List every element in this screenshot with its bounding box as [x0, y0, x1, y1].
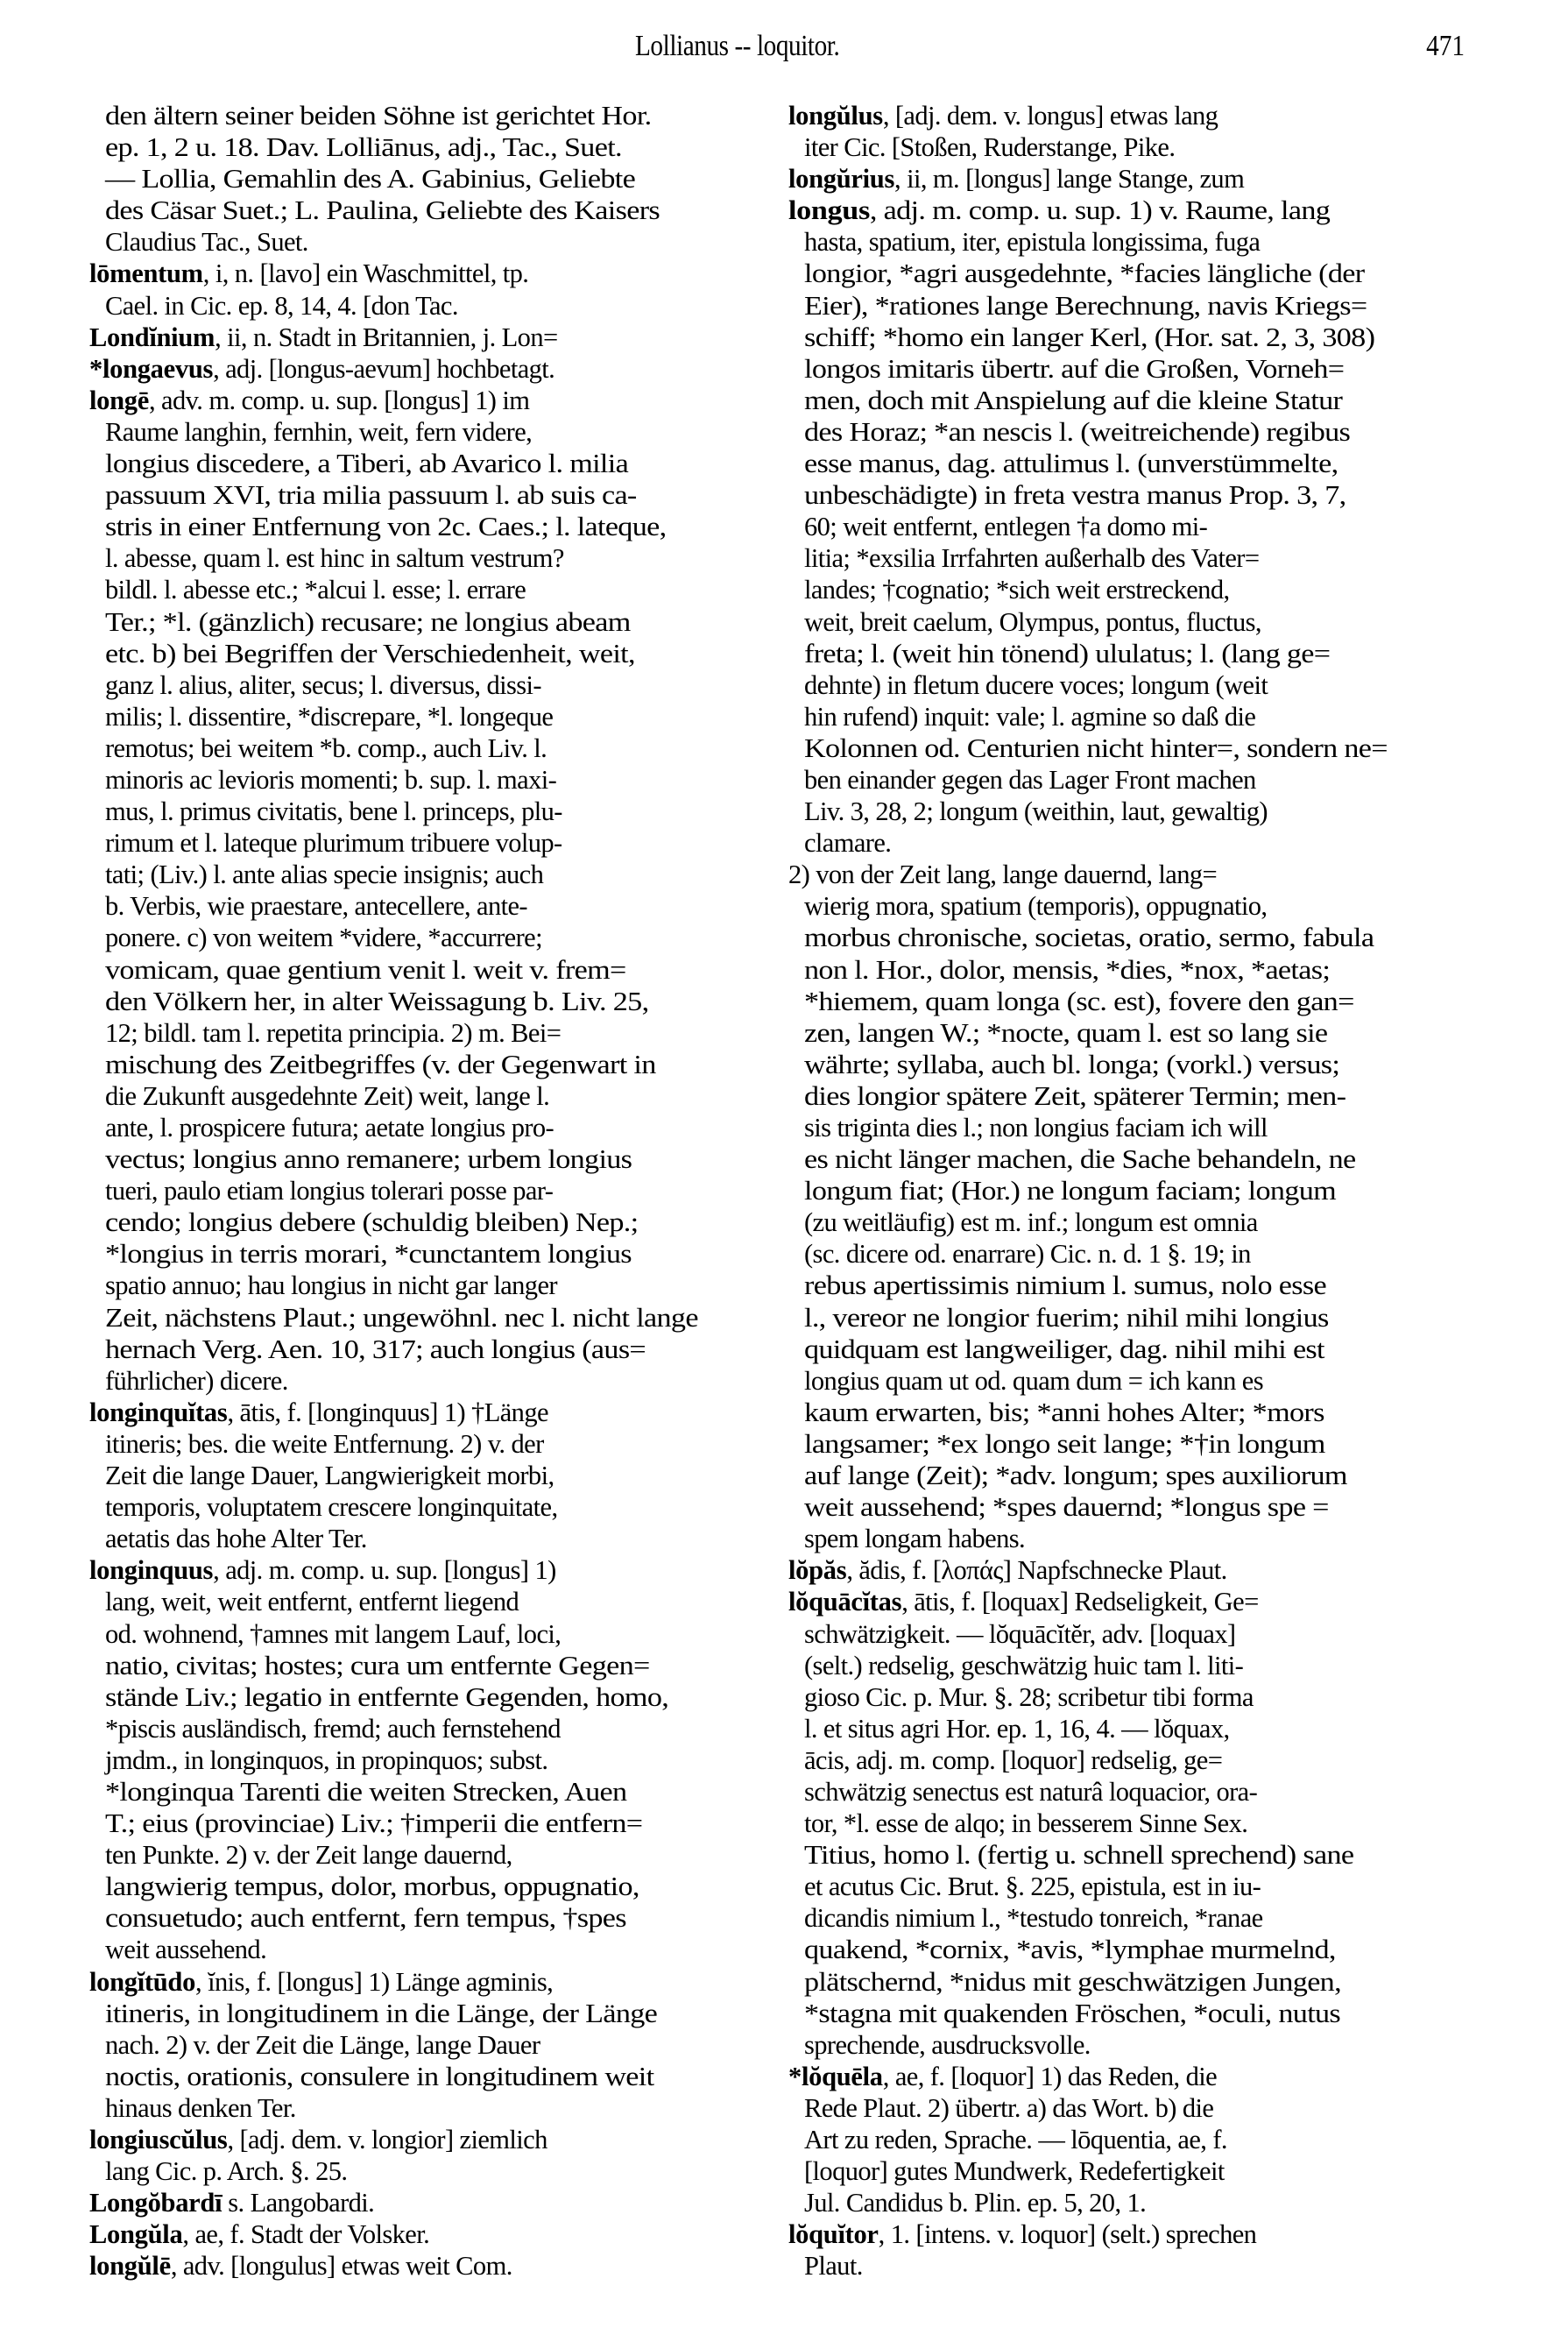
entry-headline: longus, adj. m. comp. u. sup. 1) v. Raume, lang [788, 195, 1331, 226]
dictionary-entry [788, 2218, 1467, 2282]
entry-line: — Lollia, Gemahlin des A. Gabinius, Geliebte [105, 164, 636, 195]
entry-line: Titius, homo l. (fertig u. schnell sprechend) sane [804, 1840, 1354, 1871]
entry-line: ep. 1, 2 u. 18. Dav. Lolliānus, adj., Tac., Suet. [105, 132, 622, 163]
entry-line: ante, l. prospicere futura; aetate longius pro- [105, 1113, 554, 1143]
entry-line: schwätzigkeit. — lŏquācĭtĕr, adv. [loquax] [804, 1618, 1236, 1649]
dictionary-entry [89, 322, 764, 353]
entry-line: longos imitaris übertr. auf die Großen, Vorneh= [804, 353, 1345, 384]
dictionary-entry [788, 2061, 1467, 2218]
entry-line: weit, breit caelum, Olympus, pontus, fluctus, [804, 606, 1261, 637]
entry-line: esse manus, dag. attulimus l. (unverstümmelte, [804, 449, 1338, 479]
running-head: Lollianus -- loquitor. [635, 30, 840, 62]
entry-line: temporis, voluptatem crescere longinquitate, [105, 1492, 558, 1523]
entry-headline: lŏpăs, ădis, f. [λοπάς] Napfschnecke Plaut. [788, 1555, 1227, 1586]
entry-line: sis triginta dies l.; non longius faciam ich will [804, 1113, 1268, 1143]
entry-line: consuetudo; auch entfernt, fern tempus, †spes [105, 1903, 626, 1934]
entry-line: milis; l. dissentire, *discrepare, *l. longeque [105, 701, 554, 732]
entry-line: longius quam ut od. quam dum = ich kann es [804, 1365, 1263, 1396]
entry-headline: *lŏquēla, ae, f. [loquor] 1) das Reden, die [788, 2061, 1218, 2091]
entry-line: dies longior spätere Zeit, späterer Termin; men- [804, 1080, 1346, 1111]
entry-line: l., vereor ne longior fuerim; nihil mihi longius [804, 1302, 1329, 1333]
entry-line: weit aussehend. [105, 1935, 267, 1965]
entry-line: Raume langhin, fernhin, weit, fern videre, [105, 416, 533, 447]
entry-line: (selt.) redselig, geschwätzig huic tam l. liti- [804, 1650, 1244, 1680]
entry-line: freta; l. (weit hin tönend) ululatus; l. (lang ge= [804, 638, 1331, 669]
dictionary-entry [788, 163, 1467, 195]
entry-line: des Cäsar Suet.; L. Paulina, Geliebte des Kaisers [105, 195, 660, 226]
entry-line: l. et situs agri Hor. ep. 1, 16, 4. — lŏquax, [804, 1713, 1230, 1744]
entry-headline: lŏquācĭtas, ātis, f. [loquax] Redseligkeit, Ge= [788, 1587, 1259, 1617]
headword: longinquĭtas [89, 1397, 228, 1427]
entry-line: litia; *exsilia Irrfahrten außerhalb des Vater= [804, 543, 1260, 574]
entry-line: *longius in terris morari, *cunctantem longius [105, 1239, 632, 1270]
entry-line: hin rufend) inquit: vale; l. agmine so daß die [804, 701, 1256, 732]
entry-line: Art zu reden, Sprache. — lōquentia, ae, f. [804, 2125, 1227, 2154]
entry-headline: longĭtūdo, ĭnis, f. [longus] 1) Länge agminis, [89, 1966, 554, 1997]
entry-line: longum fiat; (Hor.) ne longum faciam; longum [804, 1176, 1337, 1206]
entry-continuation [89, 100, 764, 258]
headword: Longŏbardī [89, 2188, 222, 2218]
entry-sense [788, 859, 1467, 1554]
entry-line: men, doch mit Anspielung auf die kleine Statur [804, 385, 1343, 415]
entry-headline: longiuscŭlus, [adj. dem. v. longior] ziemlich [89, 2125, 547, 2154]
dictionary-entry [788, 100, 1467, 163]
entry-line: et acutus Cic. Brut. §. 225, epistula, est in iu- [804, 1871, 1261, 1902]
entry-line: tueri, paulo etiam longius tolerari posse par- [105, 1176, 554, 1206]
page-number: 471 [1426, 30, 1465, 62]
entry-line: Cael. in Cic. ep. 8, 14, 4. [don Tac. [105, 290, 458, 321]
headword: longinquus [89, 1555, 214, 1586]
entry-line: Claudius Tac., Suet. [105, 227, 308, 258]
entry-line: (sc. dicere od. enarrare) Cic. n. d. 1 §. 19; in [804, 1239, 1251, 1270]
entry-line: Zeit die lange Dauer, Langwierigkeit morbi, [105, 1461, 554, 1491]
entry-line: rebus apertissimis nimium l. sumus, nolo esse [804, 1270, 1327, 1301]
entry-line: spatio annuo; hau longius in nicht gar langer [105, 1270, 557, 1301]
entry-line: l. abesse, quam l. est hinc in saltum vestrum? [105, 543, 564, 574]
entry-line: Zeit, nächstens Plaut.; ungewöhnl. nec l. nicht lange [105, 1302, 698, 1333]
headword: Londĭnium [89, 322, 215, 352]
entry-line: ponere. c) von weitem *videre, *accurrere; [105, 923, 542, 953]
entry-line: tor, *l. esse de alqo; in besserem Sinne Sex. [804, 1808, 1248, 1839]
headword: longiuscŭlus [89, 2125, 228, 2154]
entry-line: etc. b) bei Begriffen der Verschiedenheit, weit, [105, 638, 635, 669]
entry-line: natio, civitas; hostes; cura um entfernte Gegen= [105, 1650, 650, 1680]
dictionary-entry [89, 353, 764, 385]
entry-line: dicandis nimium l., *testudo tonreich, *ranae [804, 1903, 1263, 1934]
headword: longus [788, 195, 870, 226]
entry-line: jmdm., in longinquos, in propinquos; subst. [105, 1744, 548, 1775]
entry-line: aetatis das hohe Alter Ter. [105, 1524, 367, 1554]
entry-line: langsamer; *ex longo seit lange; *†in longum [804, 1428, 1325, 1459]
entry-line: [loquor] gutes Mundwerk, Redefertigkeit [804, 2156, 1225, 2187]
left-column [89, 100, 764, 2282]
entry-line: spem longam habens. [804, 1524, 1026, 1554]
entry-line: longior, *agri ausgedehnte, *facies längliche (der [804, 258, 1365, 289]
entry-headline: Londĭnium, ii, n. Stadt in Britannien, j. Lon= [89, 322, 558, 352]
entry-line: den Völkern her, in alter Weissagung b. Liv. 25, [105, 986, 649, 1016]
entry-line: ben einander gegen das Lager Front machen [804, 764, 1256, 795]
entry-line: noctis, orationis, consulere in longitudinem weit [105, 2061, 654, 2091]
entry-line: passuum XVI, tria milia passuum l. ab suis ca- [105, 480, 637, 511]
entry-headline: Longŭla, ae, f. Stadt der Volsker. [89, 2219, 430, 2250]
entry-line: langwierig tempus, dolor, morbus, oppugnatio, [105, 1871, 639, 1902]
headword: longē [89, 385, 149, 415]
entry-line: schiff; *homo ein langer Kerl, (Hor. sat. 2, 3, 308) [804, 322, 1375, 352]
entry-line: *hiemem, quam longa (sc. est), fovere den gan= [804, 986, 1354, 1016]
entry-line: Ter.; *l. (gänzlich) recusare; ne longius abeam [105, 606, 631, 637]
entry-headline: longŭlē, adv. [longulus] etwas weit Com. [89, 2251, 512, 2282]
entry-line: hasta, spatium, iter, epistula longissima, fuga [804, 227, 1261, 258]
headword: lŏquācĭtas [788, 1587, 902, 1617]
entry-headline: lōmentum, i, n. [lavo] ein Waschmittel, tp. [89, 258, 529, 289]
entry-line: wierig mora, spatium (temporis), oppugnatio, [804, 891, 1268, 922]
dictionary-entry [89, 258, 764, 321]
entry-headline: Longŏbardī s. Langobardi. [89, 2188, 375, 2218]
entry-line: zen, langen W.; *nocte, quam l. est so lang sie [804, 1017, 1328, 1048]
entry-line: itineris, in longitudinem in die Länge, der Länge [105, 1998, 658, 2028]
entry-line: quakend, *cornix, *avis, *lymphae murmelnd, [804, 1935, 1336, 1965]
entry-line: b. Verbis, wie praestare, antecellere, ante- [105, 891, 527, 922]
dictionary-entry [89, 1397, 764, 1554]
entry-line: morbus chronische, societas, oratio, sermo, fabula [804, 923, 1374, 953]
entry-line: vectus; longius anno remanere; urbem longius [105, 1144, 632, 1175]
entry-headline: *longaevus, adj. [longus-aevum] hochbetagt. [89, 353, 555, 384]
entry-line: landes; †cognatio; *sich weit erstreckend, [804, 575, 1230, 605]
entry-line: führlicher) dicere. [105, 1365, 288, 1396]
entry-line: (zu weitläufig) est m. inf.; longum est omnia [804, 1207, 1258, 1238]
dictionary-entry [89, 2250, 764, 2282]
entry-line: nach. 2) v. der Zeit die Länge, lange Dauer [105, 2029, 540, 2060]
page-header [0, 30, 1568, 74]
entry-line: *longinqua Tarenti die weiten Strecken, Auen [105, 1776, 627, 1807]
dictionary-entry [89, 385, 764, 1397]
entry-line: *stagna mit quakenden Fröschen, *oculi, nutus [804, 1998, 1341, 2028]
entry-line: 2) von der Zeit lang, lange dauernd, lang= [788, 860, 1218, 890]
entry-line: auf lange (Zeit); *adv. longum; spes auxiliorum [804, 1461, 1347, 1491]
entry-headline: longinquĭtas, ātis, f. [longinquus] 1) †Länge [89, 1397, 548, 1427]
entry-line: Jul. Candidus b. Plin. ep. 5, 20, 1. [804, 2188, 1147, 2218]
dictionary-entry [788, 195, 1467, 859]
headword: lōmentum [89, 258, 203, 289]
entry-line: dehnte) in fletum ducere voces; longum (weit [804, 669, 1268, 700]
entry-line: non l. Hor., dolor, mensis, *dies, *nox, *aetas; [804, 954, 1331, 985]
dictionary-entry [89, 2124, 764, 2187]
entry-line: plätschernd, *nidus mit geschwätzigen Jungen, [804, 1966, 1341, 1997]
entry-line: mischung des Zeitbegriffes (v. der Gegenwart in [105, 1049, 656, 1079]
entry-line: itineris; bes. die weite Entfernung. 2) v. der [105, 1428, 544, 1459]
entry-line: *piscis ausländisch, fremd; auch fernstehend [105, 1713, 561, 1744]
entry-line: ācis, adj. m. comp. [loquor] redselig, ge= [804, 1744, 1223, 1775]
headword: longŭrius [788, 164, 895, 195]
entry-line: stände Liv.; legatio in entfernte Gegenden, homo, [105, 1681, 669, 1712]
entry-line: ten Punkte. 2) v. der Zeit lange dauernd, [105, 1840, 512, 1871]
entry-line: ganz l. alius, aliter, secus; l. diversus, dissi- [105, 669, 541, 700]
entry-headline: longinquus, adj. m. comp. u. sup. [longus] 1) [89, 1555, 556, 1586]
entry-line: bildl. l. abesse etc.; *alcui l. esse; l. errare [105, 575, 526, 605]
entry-line: Eier), *rationes lange Berechnung, navis Kriegs= [804, 290, 1367, 321]
entry-line: vomicam, quae gentium venit l. weit v. frem= [105, 954, 626, 985]
dictionary-entry [788, 1586, 1467, 2060]
dictionary-entry [89, 1554, 764, 1965]
entry-line: kaum erwarten, bis; *anni hohes Alter; *mors [804, 1397, 1324, 1427]
entry-line: remotus; bei weitem *b. comp., auch Liv. l. [105, 732, 547, 763]
entry-line: iter Cic. [Stoßen, Ruderstange, Pike. [804, 132, 1176, 163]
headword: lŏpăs [788, 1555, 847, 1586]
entry-line: T.; eius (provinciae) Liv.; †imperii die entfern= [105, 1808, 643, 1839]
entry-headline: longŭlus, [adj. dem. v. longus] etwas lang [788, 101, 1218, 131]
entry-line: es nicht länger machen, die Sache behandeln, ne [804, 1144, 1356, 1175]
entry-line: weit aussehend; *spes dauernd; *longus spe = [804, 1492, 1329, 1523]
entry-line: schwätzig senectus est naturâ loquacior, ora- [804, 1776, 1258, 1807]
entry-line: lang Cic. p. Arch. §. 25. [105, 2156, 348, 2187]
headword: *lŏquēla [788, 2061, 883, 2091]
entry-line: hernach Verg. Aen. 10, 317; auch longius (aus= [105, 1334, 646, 1364]
entry-line: tati; (Liv.) l. ante alias specie insignis; auch [105, 860, 544, 890]
dictionary-entry [89, 1966, 764, 2124]
dictionary-entry [788, 1554, 1467, 1586]
entry-headline: longŭrius, ii, m. [longus] lange Stange, zum [788, 164, 1245, 195]
entry-line: 60; weit entfernt, entlegen †a domo mi- [804, 512, 1208, 542]
entry-line: hinaus denken Ter. [105, 2092, 296, 2123]
entry-line: unbeschädigte) in freta vestra manus Prop. 3, 7, [804, 480, 1346, 511]
entry-line: od. wohnend, †amnes mit langem Lauf, loci, [105, 1618, 562, 1649]
entry-line: clamare. [804, 828, 892, 859]
entry-line: des Horaz; *an nescis l. (weitreichende) regibus [804, 416, 1351, 447]
entry-line: die Zukunft ausgedehnte Zeit) weit, lange l. [105, 1080, 550, 1111]
headword: longŭlē [89, 2251, 171, 2282]
entry-line: lang, weit, weit entfernt, entfernt liegend [105, 1587, 519, 1617]
right-column [788, 100, 1467, 2282]
entry-line: Liv. 3, 28, 2; longum (weithin, laut, gewaltig) [804, 796, 1268, 827]
entry-line: 12; bildl. tam l. repetita principia. 2) m. Bei= [105, 1017, 562, 1048]
entry-headline: longē, adv. m. comp. u. sup. [longus] 1) im [89, 385, 530, 415]
entry-headline: lŏquĭtor, 1. [intens. v. loquor] (selt.) sprechen [788, 2219, 1257, 2250]
dictionary-entry [89, 2187, 764, 2218]
headword: longŭlus [788, 101, 883, 131]
headword: *longaevus [89, 353, 214, 384]
entry-line: den ältern seiner beiden Söhne ist gerichtet Hor. [105, 101, 652, 131]
entry-line: Kolonnen od. Centurien nicht hinter=, sondern ne= [804, 732, 1388, 763]
entry-line: longius discedere, a Tiberi, ab Avarico l. milia [105, 449, 629, 479]
entry-line: rimum et l. lateque plurimum tribuere volup- [105, 828, 562, 859]
entry-line: stris in einer Entfernung von 2c. Caes.; l. lateque, [105, 512, 667, 542]
entry-line: sprechende, ausdrucksvolle. [804, 2029, 1091, 2060]
entry-line: quidquam est langweiliger, dag. nihil mihi est [804, 1334, 1324, 1364]
entry-line: währte; syllaba, auch bl. longa; (vorkl.) versus; [804, 1049, 1340, 1079]
headword: lŏquĭtor [788, 2219, 879, 2250]
entry-line: mus, l. primus civitatis, bene l. princeps, plu- [105, 796, 562, 827]
headword: Longŭla [89, 2219, 183, 2250]
dictionary-entry [89, 2218, 764, 2250]
entry-line: minoris ac levioris momenti; b. sup. l. maxi- [105, 764, 557, 795]
entry-line: cendo; longius debere (schuldig bleiben) Nep.; [105, 1207, 639, 1238]
entry-line: Plaut. [804, 2251, 863, 2282]
headword: longĭtūdo [89, 1966, 196, 1997]
entry-line: Rede Plaut. 2) übertr. a) das Wort. b) die [804, 2092, 1214, 2123]
entry-line: gioso Cic. p. Mur. §. 28; scribetur tibi forma [804, 1681, 1254, 1712]
